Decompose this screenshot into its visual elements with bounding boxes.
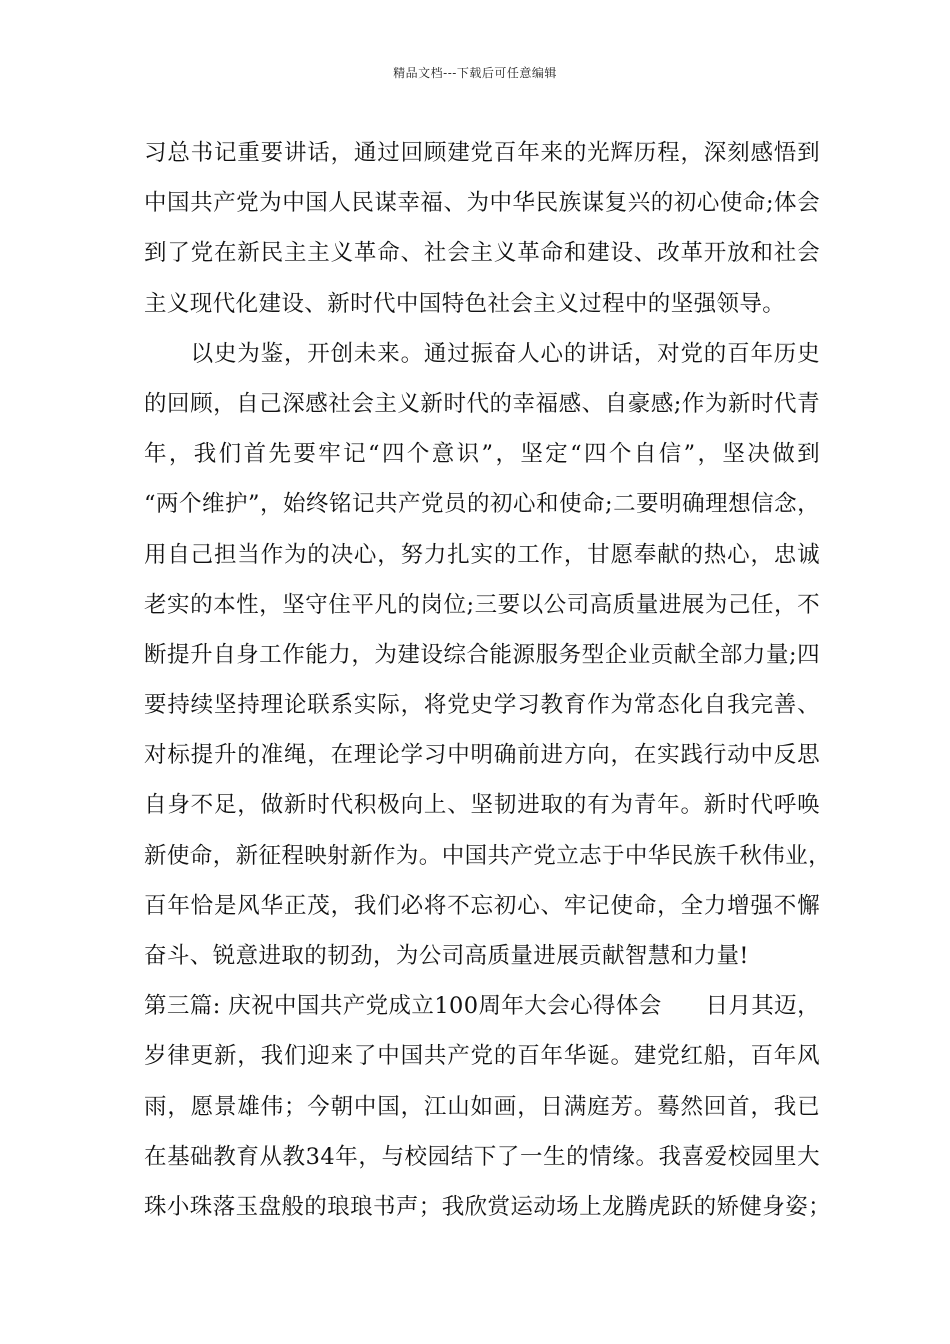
text-line: 自身不足，做新时代积极向上、坚韧进取的有为青年。新时代呼唤 (144, 792, 820, 819)
section-first-words: 日月其迈， (705, 993, 820, 1020)
text-line: 用自己担当作为的决心，努力扎实的工作，甘愿奉献的热心，忠诚 (144, 541, 820, 568)
text-line: 对标提升的准绳，在理论学习中明确前进方向，在实践行动中反思 (144, 742, 820, 769)
text-line: 中国共产党为中国人民谋幸福、为中华民族谋复兴的初心使命;体会 (144, 190, 820, 217)
text-line: 习总书记重要讲话，通过回顾建党百年来的光辉历程，深刻感悟到 (144, 140, 820, 166)
text-line: 百年恰是风华正茂，我们必将不忘初心、牢记使命，全力增强不懈 (144, 892, 820, 919)
text-line: 以史为鉴，开创未来。通过振奋人心的讲话，对党的百年历史 (144, 340, 820, 367)
text-line: 新使命，新征程映射新作为。中国共产党立志于中华民族千秋伟业， (144, 842, 832, 869)
section-title: 第三篇: 庆祝中国共产党成立100周年大会心得体会 (144, 993, 662, 1020)
text-line: 老实的本性，坚守住平凡的岗位;三要以公司高质量进展为己任，不 (144, 591, 820, 618)
text-line: 岁律更新，我们迎来了中国共产党的百年华诞。建党红船，百年风 (144, 1043, 820, 1070)
text-line: “两个维护”，始终铭记共产党员的初心和使命;二要明确理想信念， (144, 491, 820, 518)
page-header: 精品文档---下载后可任意编辑 (393, 66, 557, 80)
text-line: 到了党在新民主主义革命、社会主义革命和建设、改革开放和社会 (144, 240, 820, 267)
text-line: 年，我们首先要牢记“四个意识”，坚定“四个自信”，坚决做到 (144, 441, 820, 468)
text-line: 奋斗、锐意进取的韧劲，为公司高质量进展贡献智慧和力量! (144, 943, 749, 969)
text-line: 在基础教育从教34年，与校园结下了一生的情缘。我喜爱校园里大 (144, 1143, 820, 1170)
text-line: 珠小珠落玉盘般的琅琅书声；我欣赏运动场上龙腾虎跃的矫健身姿； (144, 1193, 832, 1220)
section-heading-line (144, 985, 820, 1035)
text-line: 主义现代化建设、新时代中国特色社会主义过程中的坚强领导。 (144, 290, 786, 317)
text-line: 断提升自身工作能力，为建设综合能源服务型企业贡献全部力量;四 (144, 641, 820, 668)
text-line: 要持续坚持理论联系实际，将党史学习教育作为常态化自我完善、 (144, 692, 820, 719)
text-line: 的回顾，自己深感社会主义新时代的幸福感、自豪感;作为新时代青 (144, 390, 820, 417)
text-line: 雨，愿景雄伟；今朝中国，江山如画，日满庭芳。蓦然回首，我已 (144, 1093, 820, 1120)
document-body (144, 132, 832, 1236)
